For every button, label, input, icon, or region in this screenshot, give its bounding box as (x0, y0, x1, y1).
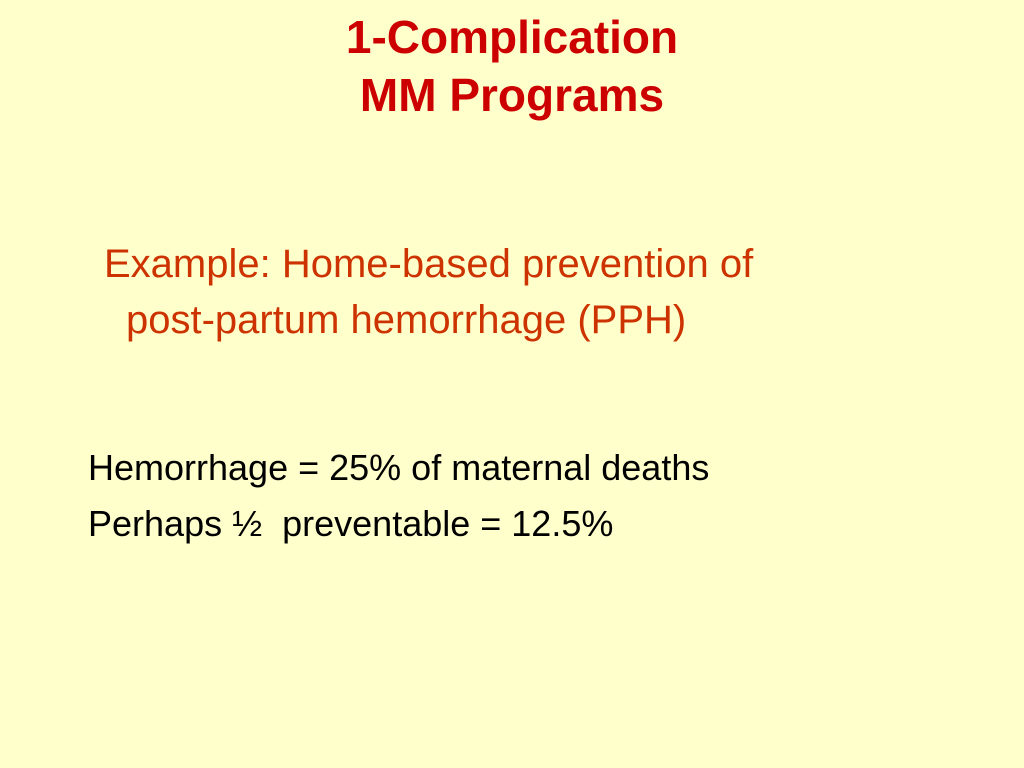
body-line: Perhaps ½ preventable = 12.5% (88, 503, 614, 544)
title-line-2: MM Programs (359, 69, 665, 121)
subtitle-line-1: Example: Home-based prevention of (104, 242, 754, 286)
slide-body (88, 440, 988, 552)
subtitle-line-2: post-partum hemorrhage (PPH) (126, 298, 687, 342)
body-line: Hemorrhage = 25% of maternal deaths (88, 447, 710, 488)
title-line-1: 1-Complication (345, 11, 679, 63)
slide-title (0, 8, 1024, 124)
slide-subtitle (104, 236, 984, 348)
